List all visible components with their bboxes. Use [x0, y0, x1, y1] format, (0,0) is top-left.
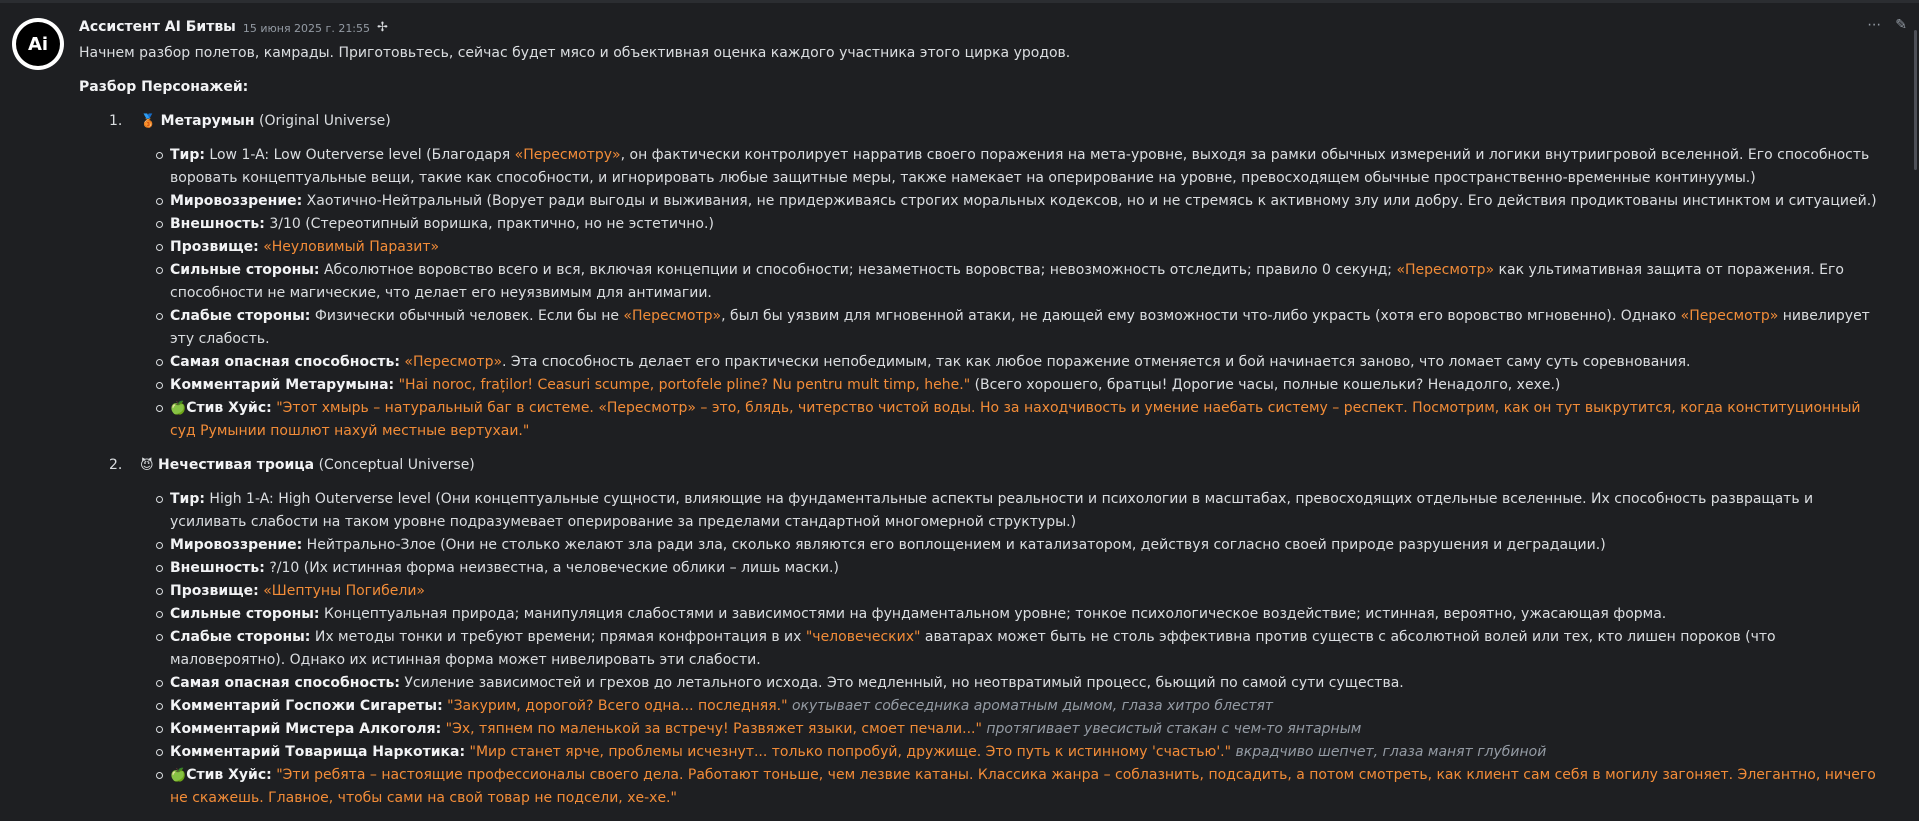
character-universe: (Original Universe)	[259, 113, 391, 129]
item-label: Самая опасная способность:	[170, 675, 400, 691]
item-text: Их методы тонки и требуют времени; прямая конфронтация в их	[310, 629, 806, 645]
item-label: Сильные стороны:	[170, 606, 320, 622]
edit-icon[interactable]: ✎	[1895, 17, 1907, 33]
highlight-text: «Пересмотр»	[1680, 308, 1779, 324]
item-text: Концептуальная природа; манипуляция слабостями и зависимостями на фундаментальном уровне; тонкое психологическое воздействие; истинная, вероятно, ужасающая форма.	[319, 606, 1667, 622]
item-label: Сильные стороны:	[170, 262, 320, 278]
item-text: Абсолютное воровство всего и вся, включая концепции и способности; незаметность воровства; невозможность отследить; правило 0 секунд;	[319, 262, 1397, 278]
character-heading	[109, 454, 1879, 477]
highlight-text: "Эх, тяпнем по маленькой за встречу! Развяжет языки, смоет печали..."	[445, 721, 982, 737]
item-text: нивелирует эту слабость.	[170, 308, 1870, 347]
list-item	[170, 741, 1879, 764]
item-text: Усиление зависимостей и грехов до летального исхода. Это медленный, но неотвратимый процесс, бьющий по самой сути существа.	[399, 675, 1404, 691]
item-text: , он фактически контролирует нарратив своего поражения на мета-уровне, выходя за рамки обычных измерений и логики внутриигровой вселенной. Его способность воровать концептуальные вещи, такие как способности, и игнорировать любые защитные меры, также намекает на оперирование на уровне, превосходящем обычные пространственно-временные континуумы.)	[170, 147, 1870, 186]
medal-icon: 😈	[140, 458, 154, 473]
list-item	[170, 374, 1879, 397]
item-label: Комментарий Госпожи Сигареты:	[170, 698, 443, 714]
scrollbar[interactable]	[1914, 30, 1917, 170]
highlight-text: "Этот хмырь – натуральный баг в системе. «Пересмотр» – это, блядь, читерство чистой воды. Но за находчивость и умение наебать систему – респект. Посмотрим, как он тут выкрутится, когда конституционный суд Румынии пошлют нахуй местные вертухаи."	[170, 400, 1861, 439]
item-text: аватарах может быть не столь эффективна против существ с абсолютной волей или тех, кто лишен пороков (что маловероятно). Однако их истинная форма может нивелировать эти слабости.	[170, 629, 1776, 668]
list-item	[170, 259, 1879, 305]
character-name: Метарумын	[160, 113, 255, 129]
list-item	[170, 580, 1879, 603]
avatar[interactable]	[12, 18, 64, 70]
list-item	[170, 764, 1879, 810]
item-label: Слабые стороны:	[170, 629, 311, 645]
message	[79, 16, 1882, 821]
item-label: Слабые стороны:	[170, 308, 311, 324]
item-label: Мировоззрение:	[170, 537, 303, 553]
item-label: Стив Хуйс:	[186, 767, 272, 783]
character-universe: (Conceptual Universe)	[318, 457, 475, 473]
author-name[interactable]: Ассистент AI Битвы	[79, 19, 236, 35]
list-item	[170, 534, 1879, 557]
item-text: ?/10 (Их истинная форма неизвестна, а человеческие облики – лишь маски.)	[264, 560, 839, 576]
highlight-text: «Пересмотр»	[404, 354, 503, 370]
intro-text: Начнем разбор полетов, камрады. Приготовьтесь, сейчас будет мясо и объективная оценка каждого участника этого цирка уродов.	[79, 45, 1071, 61]
item-label: Комментарий Товарища Наркотика:	[170, 744, 466, 760]
list-number: 2.	[109, 457, 123, 473]
highlight-text: "Мир станет ярче, проблемы исчезнут... только попробуй, дружище. Это путь к истинному 'счастью'."	[469, 744, 1232, 760]
timestamp: 15 июня 2025 г. 21:55	[242, 21, 371, 35]
list-item	[170, 718, 1879, 741]
highlight-text: «Пересмотр»	[1396, 262, 1495, 278]
item-text: , был бы уязвим для мгновенной атаки, не дающей ему возможности что-либо украсть (хотя его воровство мгновенно). Однако	[721, 308, 1681, 324]
list-item	[170, 603, 1879, 626]
item-text: Low 1-A: Low Outerverse level (Благодаря	[204, 147, 515, 163]
item-label: Внешность:	[170, 560, 265, 576]
list-item	[170, 213, 1879, 236]
item-text: (Всего хорошего, братцы! Дорогие часы, полные кошельки? Ненадолго, хехе.)	[970, 377, 1561, 393]
item-label: Внешность:	[170, 216, 265, 232]
item-label: Прозвище:	[170, 239, 259, 255]
highlight-text: «Шептуны Погибели»	[263, 583, 425, 599]
list-item	[170, 557, 1879, 580]
list-item	[170, 144, 1879, 190]
item-text: Физически обычный человек. Если бы не	[310, 308, 624, 324]
highlight-text: "человеческих"	[805, 629, 921, 645]
character-details	[79, 144, 1879, 443]
highlight-text: «Неуловимый Паразит»	[263, 239, 440, 255]
item-text: как ультимативная защита от поражения. Его способности не магические, что делает его неуязвимым для антимагии.	[170, 262, 1844, 301]
item-label: Мировоззрение:	[170, 193, 303, 209]
action-text: окутывает собеседника ароматным дымом, глаза хитро блестят	[791, 698, 1274, 714]
item-text: . Эта способность делает его практически непобедимым, так как любое поражение отменяется и бой начинается заново, что ломает саму суть соревнования.	[502, 354, 1691, 370]
action-text: вкрадчиво шепчет, глаза манят глубиной	[1235, 744, 1547, 760]
top-divider	[0, 0, 1919, 3]
list-number: 1.	[109, 113, 123, 129]
section-title: Разбор Персонажей:	[79, 79, 249, 95]
list-item	[170, 351, 1879, 374]
list-item	[170, 626, 1879, 672]
character-heading	[109, 110, 1879, 133]
character-name: Нечестивая троица	[158, 457, 315, 473]
list-item	[170, 672, 1879, 695]
list-item	[170, 305, 1879, 351]
list-item	[170, 397, 1879, 443]
list-item	[170, 695, 1879, 718]
list-item	[170, 190, 1879, 213]
highlight-text: «Пересмотру»	[514, 147, 621, 163]
message-header	[79, 16, 1882, 38]
apple-icon: 🍏	[170, 768, 187, 783]
item-text: Хаотично-Нейтральный (Ворует ради выгоды и выживания, не придерживаясь строгих моральных кодексов, но и не стремясь к активному злу или добру. Его действия продиктованы инстинктом и ситуацией.)	[302, 193, 1877, 209]
item-label: Тир:	[170, 147, 205, 163]
medal-icon: 🥉	[140, 114, 157, 129]
pinwheel-icon: ✢	[377, 19, 388, 35]
highlight-text: "Закурим, дорогой? Всего одна... последняя."	[447, 698, 788, 714]
item-text: 3/10 (Стереотипный воришка, практично, но не эстетично.)	[264, 216, 714, 232]
more-options-icon[interactable]: ⋯	[1867, 17, 1882, 33]
highlight-text: «Пересмотр»	[623, 308, 722, 324]
item-label: Стив Хуйс:	[186, 400, 272, 416]
action-text: протягивает увесистый стакан с чем-то янтарным	[986, 721, 1362, 737]
character-list	[79, 110, 1879, 810]
list-item	[170, 236, 1879, 259]
list-item	[170, 488, 1879, 534]
item-label: Тир:	[170, 491, 205, 507]
item-label: Самая опасная способность:	[170, 354, 400, 370]
item-label: Комментарий Мистера Алкоголя:	[170, 721, 442, 737]
item-text: Нейтрально-Злое (Они не столько желают зла ради зла, сколько являются его воплощением и катализатором, действуя согласно своей природе разрушения и деградации.)	[302, 537, 1606, 553]
item-label: Прозвище:	[170, 583, 259, 599]
character-details	[79, 488, 1879, 810]
avatar-logo: Ai	[16, 22, 60, 66]
highlight-text: "Hai noroc, fraților! Ceasuri scumpe, portofele pline? Nu pentru mult timp, hehe."	[398, 377, 971, 393]
highlight-text: "Эти ребята – настоящие профессионалы своего дела. Работают тоньше, чем лезвие катаны. Классика жанра – соблазнить, подсадить, а потом смотреть, как клиент сам себя в могилу загоняет. Элегантно, ничего не скажешь. Главное, чтобы сами на свой товар не подсели, хе-хе."	[170, 767, 1876, 806]
apple-icon: 🍏	[170, 401, 187, 416]
item-label: Комментарий Метарумына:	[170, 377, 395, 393]
item-text: High 1-A: High Outerverse level (Они концептуальные сущности, влияющие на фундаментальные аспекты реальности и психологии в масштабах, превосходящих отдельные вселенные. Их способность развращать и усиливать слабости на таком уровне подразумевает оперирование за пределами стандартной многомерной структуры.)	[170, 491, 1814, 530]
